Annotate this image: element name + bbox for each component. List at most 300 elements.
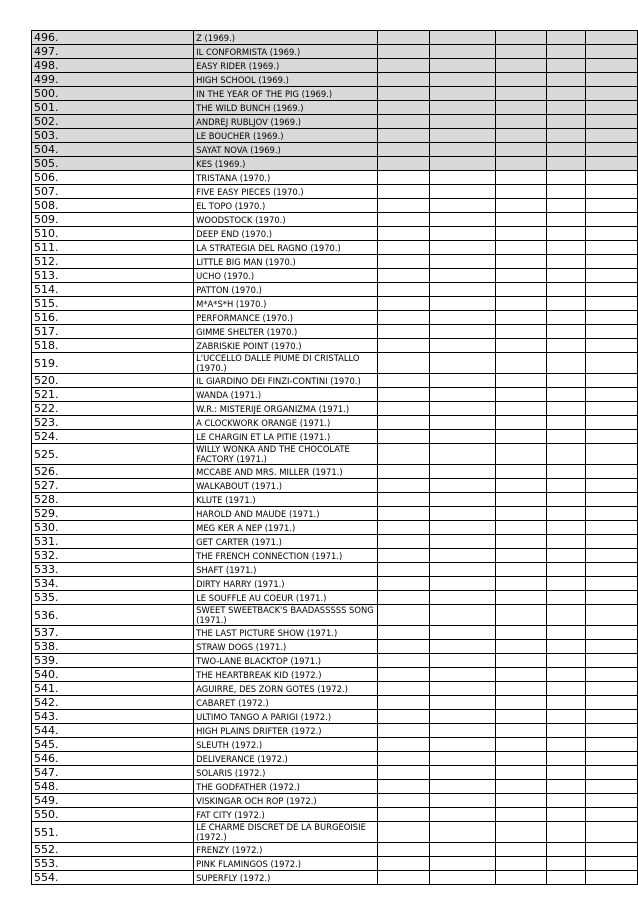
empty-cell <box>586 605 638 626</box>
empty-cell <box>495 822 546 843</box>
empty-cell <box>546 857 585 871</box>
empty-cell <box>495 654 546 668</box>
empty-cell <box>546 780 585 794</box>
empty-cell <box>495 115 546 129</box>
empty-cell <box>429 577 495 591</box>
empty-cell <box>429 493 495 507</box>
table-row <box>32 269 638 283</box>
table-row <box>32 283 638 297</box>
film-title: THE HEARTBREAK KID (1972.) <box>194 668 378 682</box>
table-row <box>32 626 638 640</box>
empty-cell <box>378 255 430 269</box>
row-number: 512. <box>32 255 194 269</box>
empty-cell <box>495 283 546 297</box>
empty-cell <box>429 738 495 752</box>
empty-cell <box>586 430 638 444</box>
empty-cell <box>429 297 495 311</box>
empty-cell <box>429 283 495 297</box>
empty-cell <box>546 87 585 101</box>
empty-cell <box>429 374 495 388</box>
table-row <box>32 808 638 822</box>
empty-cell <box>495 465 546 479</box>
empty-cell <box>546 843 585 857</box>
empty-cell <box>378 549 430 563</box>
film-title: IL GIARDINO DEI FINZI-CONTINI (1970.) <box>194 374 378 388</box>
empty-cell <box>546 479 585 493</box>
film-title: PERFORMANCE (1970.) <box>194 311 378 325</box>
empty-cell <box>586 213 638 227</box>
empty-cell <box>378 871 430 885</box>
empty-cell <box>586 640 638 654</box>
film-list-table <box>31 30 638 885</box>
empty-cell <box>546 185 585 199</box>
empty-cell <box>429 710 495 724</box>
row-number: 526. <box>32 465 194 479</box>
empty-cell <box>586 171 638 185</box>
empty-cell <box>586 752 638 766</box>
empty-cell <box>378 339 430 353</box>
empty-cell <box>429 402 495 416</box>
table-row <box>32 605 638 626</box>
row-number: 510. <box>32 227 194 241</box>
table-row <box>32 710 638 724</box>
empty-cell <box>378 724 430 738</box>
empty-cell <box>586 115 638 129</box>
row-number: 508. <box>32 199 194 213</box>
row-number: 523. <box>32 416 194 430</box>
empty-cell <box>495 171 546 185</box>
empty-cell <box>546 752 585 766</box>
empty-cell <box>546 255 585 269</box>
empty-cell <box>495 640 546 654</box>
film-title: SHAFT (1971.) <box>194 563 378 577</box>
empty-cell <box>429 213 495 227</box>
empty-cell <box>546 416 585 430</box>
empty-cell <box>586 780 638 794</box>
table-row <box>32 430 638 444</box>
table-row <box>32 157 638 171</box>
empty-cell <box>378 605 430 626</box>
row-number: 551. <box>32 822 194 843</box>
empty-cell <box>586 794 638 808</box>
empty-cell <box>495 255 546 269</box>
empty-cell <box>586 374 638 388</box>
empty-cell <box>546 766 585 780</box>
empty-cell <box>429 31 495 45</box>
film-title: SOLARIS (1972.) <box>194 766 378 780</box>
empty-cell <box>429 724 495 738</box>
empty-cell <box>586 871 638 885</box>
film-title: UCHO (1970.) <box>194 269 378 283</box>
empty-cell <box>546 115 585 129</box>
empty-cell <box>546 521 585 535</box>
table-row <box>32 479 638 493</box>
empty-cell <box>546 710 585 724</box>
empty-cell <box>429 430 495 444</box>
empty-cell <box>586 563 638 577</box>
empty-cell <box>429 507 495 521</box>
film-title: ANDREJ RUBLJOV (1969.) <box>194 115 378 129</box>
empty-cell <box>378 577 430 591</box>
row-number: 531. <box>32 535 194 549</box>
row-number: 528. <box>32 493 194 507</box>
row-number: 525. <box>32 444 194 465</box>
empty-cell <box>378 843 430 857</box>
empty-cell <box>495 444 546 465</box>
film-title: LE CHARGIN ET LA PITIE (1971.) <box>194 430 378 444</box>
empty-cell <box>586 227 638 241</box>
row-number: 529. <box>32 507 194 521</box>
empty-cell <box>586 339 638 353</box>
empty-cell <box>378 101 430 115</box>
empty-cell <box>586 255 638 269</box>
empty-cell <box>586 857 638 871</box>
empty-cell <box>586 325 638 339</box>
row-number: 513. <box>32 269 194 283</box>
empty-cell <box>586 416 638 430</box>
table-row <box>32 199 638 213</box>
empty-cell <box>586 297 638 311</box>
empty-cell <box>495 339 546 353</box>
empty-cell <box>586 682 638 696</box>
empty-cell <box>546 129 585 143</box>
empty-cell <box>495 563 546 577</box>
empty-cell <box>378 73 430 87</box>
empty-cell <box>586 822 638 843</box>
empty-cell <box>378 696 430 710</box>
row-number: 507. <box>32 185 194 199</box>
empty-cell <box>429 129 495 143</box>
empty-cell <box>429 766 495 780</box>
empty-cell <box>429 444 495 465</box>
empty-cell <box>495 843 546 857</box>
table-row <box>32 738 638 752</box>
film-title: ULTIMO TANGO A PARIGI (1972.) <box>194 710 378 724</box>
empty-cell <box>378 507 430 521</box>
empty-cell <box>429 269 495 283</box>
empty-cell <box>495 241 546 255</box>
row-number: 503. <box>32 129 194 143</box>
table-row <box>32 129 638 143</box>
empty-cell <box>586 185 638 199</box>
empty-cell <box>495 591 546 605</box>
table-row <box>32 843 638 857</box>
empty-cell <box>429 591 495 605</box>
film-title: L'UCCELLO DALLE PIUME DI CRISTALLO (1970.) <box>194 353 378 374</box>
row-number: 515. <box>32 297 194 311</box>
film-title: GET CARTER (1971.) <box>194 535 378 549</box>
empty-cell <box>546 73 585 87</box>
film-title: DELIVERANCE (1972.) <box>194 752 378 766</box>
empty-cell <box>546 871 585 885</box>
row-number: 520. <box>32 374 194 388</box>
table-row <box>32 227 638 241</box>
empty-cell <box>495 780 546 794</box>
empty-cell <box>495 549 546 563</box>
row-number: 546. <box>32 752 194 766</box>
table-row <box>32 857 638 871</box>
film-title: A CLOCKWORK ORANGE (1971.) <box>194 416 378 430</box>
table-row <box>32 388 638 402</box>
row-number: 509. <box>32 213 194 227</box>
film-title: THE LAST PICTURE SHOW (1971.) <box>194 626 378 640</box>
empty-cell <box>429 59 495 73</box>
empty-cell <box>429 353 495 374</box>
row-number: 536. <box>32 605 194 626</box>
table-row <box>32 591 638 605</box>
empty-cell <box>429 871 495 885</box>
table-row <box>32 640 638 654</box>
empty-cell <box>429 115 495 129</box>
empty-cell <box>546 682 585 696</box>
row-number: 534. <box>32 577 194 591</box>
empty-cell <box>586 241 638 255</box>
empty-cell <box>495 157 546 171</box>
empty-cell <box>378 87 430 101</box>
film-title: LITTLE BIG MAN (1970.) <box>194 255 378 269</box>
empty-cell <box>586 808 638 822</box>
row-number: 505. <box>32 157 194 171</box>
empty-cell <box>586 493 638 507</box>
empty-cell <box>546 227 585 241</box>
row-number: 553. <box>32 857 194 871</box>
empty-cell <box>378 353 430 374</box>
film-title: HAROLD AND MAUDE (1971.) <box>194 507 378 521</box>
film-title: CABARET (1972.) <box>194 696 378 710</box>
table-row <box>32 696 638 710</box>
film-title: W.R.: MISTERIJE ORGANIZMA (1971.) <box>194 402 378 416</box>
empty-cell <box>546 353 585 374</box>
empty-cell <box>546 465 585 479</box>
empty-cell <box>586 521 638 535</box>
row-number: 554. <box>32 871 194 885</box>
empty-cell <box>378 129 430 143</box>
empty-cell <box>378 59 430 73</box>
empty-cell <box>586 843 638 857</box>
empty-cell <box>429 521 495 535</box>
empty-cell <box>495 682 546 696</box>
empty-cell <box>586 283 638 297</box>
empty-cell <box>546 724 585 738</box>
empty-cell <box>378 199 430 213</box>
empty-cell <box>495 297 546 311</box>
film-title: LE BOUCHER (1969.) <box>194 129 378 143</box>
empty-cell <box>378 45 430 59</box>
empty-cell <box>495 87 546 101</box>
row-number: 506. <box>32 171 194 185</box>
row-number: 548. <box>32 780 194 794</box>
empty-cell <box>429 626 495 640</box>
empty-cell <box>378 808 430 822</box>
film-title: EASY RIDER (1969.) <box>194 59 378 73</box>
film-title: WOODSTOCK (1970.) <box>194 213 378 227</box>
empty-cell <box>495 129 546 143</box>
empty-cell <box>495 794 546 808</box>
empty-cell <box>378 752 430 766</box>
empty-cell <box>429 549 495 563</box>
empty-cell <box>429 822 495 843</box>
film-title: THE GODFATHER (1972.) <box>194 780 378 794</box>
empty-cell <box>429 682 495 696</box>
film-title: KLUTE (1971.) <box>194 493 378 507</box>
empty-cell <box>546 808 585 822</box>
empty-cell <box>429 227 495 241</box>
empty-cell <box>429 87 495 101</box>
empty-cell <box>378 766 430 780</box>
film-title: LA STRATEGIA DEL RAGNO (1970.) <box>194 241 378 255</box>
empty-cell <box>546 59 585 73</box>
empty-cell <box>378 402 430 416</box>
empty-cell <box>495 73 546 87</box>
row-number: 501. <box>32 101 194 115</box>
empty-cell <box>495 416 546 430</box>
empty-cell <box>586 479 638 493</box>
empty-cell <box>378 857 430 871</box>
empty-cell <box>378 227 430 241</box>
empty-cell <box>546 577 585 591</box>
empty-cell <box>546 507 585 521</box>
empty-cell <box>586 45 638 59</box>
empty-cell <box>546 430 585 444</box>
film-title: LE CHARME DISCRET DE LA BURGEOISIE (1972.) <box>194 822 378 843</box>
empty-cell <box>495 45 546 59</box>
film-title: THE WILD BUNCH (1969.) <box>194 101 378 115</box>
empty-cell <box>495 185 546 199</box>
empty-cell <box>546 605 585 626</box>
empty-cell <box>546 101 585 115</box>
table-row <box>32 822 638 843</box>
row-number: 532. <box>32 549 194 563</box>
empty-cell <box>429 185 495 199</box>
empty-cell <box>495 402 546 416</box>
empty-cell <box>429 563 495 577</box>
empty-cell <box>378 143 430 157</box>
empty-cell <box>586 31 638 45</box>
empty-cell <box>586 507 638 521</box>
table-row <box>32 402 638 416</box>
empty-cell <box>429 311 495 325</box>
empty-cell <box>546 535 585 549</box>
empty-cell <box>586 444 638 465</box>
empty-cell <box>378 563 430 577</box>
empty-cell <box>378 794 430 808</box>
empty-cell <box>586 353 638 374</box>
row-number: 514. <box>32 283 194 297</box>
empty-cell <box>586 311 638 325</box>
empty-cell <box>495 766 546 780</box>
empty-cell <box>495 311 546 325</box>
row-number: 517. <box>32 325 194 339</box>
film-title: STRAW DOGS (1971.) <box>194 640 378 654</box>
empty-cell <box>429 101 495 115</box>
row-number: 527. <box>32 479 194 493</box>
table-row <box>32 87 638 101</box>
film-title: SUPERFLY (1972.) <box>194 871 378 885</box>
film-title: WALKABOUT (1971.) <box>194 479 378 493</box>
empty-cell <box>495 535 546 549</box>
table-row <box>32 171 638 185</box>
table-row <box>32 535 638 549</box>
empty-cell <box>378 780 430 794</box>
empty-cell <box>586 199 638 213</box>
empty-cell <box>378 269 430 283</box>
empty-cell <box>495 101 546 115</box>
table-row <box>32 465 638 479</box>
table-row <box>32 31 638 45</box>
empty-cell <box>586 157 638 171</box>
empty-cell <box>495 710 546 724</box>
empty-cell <box>495 507 546 521</box>
empty-cell <box>378 822 430 843</box>
row-number: 521. <box>32 388 194 402</box>
empty-cell <box>429 696 495 710</box>
empty-cell <box>495 143 546 157</box>
table-row <box>32 549 638 563</box>
row-number: 538. <box>32 640 194 654</box>
empty-cell <box>378 444 430 465</box>
film-title: SLEUTH (1972.) <box>194 738 378 752</box>
empty-cell <box>495 353 546 374</box>
empty-cell <box>495 808 546 822</box>
empty-cell <box>495 738 546 752</box>
empty-cell <box>586 535 638 549</box>
empty-cell <box>429 157 495 171</box>
empty-cell <box>495 59 546 73</box>
empty-cell <box>586 402 638 416</box>
table-row <box>32 654 638 668</box>
row-number: 518. <box>32 339 194 353</box>
table-row <box>32 143 638 157</box>
empty-cell <box>429 857 495 871</box>
empty-cell <box>429 171 495 185</box>
film-title: KES (1969.) <box>194 157 378 171</box>
table-row <box>32 444 638 465</box>
film-title: WANDA (1971.) <box>194 388 378 402</box>
row-number: 552. <box>32 843 194 857</box>
empty-cell <box>495 752 546 766</box>
film-title: FIVE EASY PIECES (1970.) <box>194 185 378 199</box>
empty-cell <box>546 325 585 339</box>
table-row <box>32 374 638 388</box>
table-row <box>32 780 638 794</box>
row-number: 535. <box>32 591 194 605</box>
empty-cell <box>429 654 495 668</box>
empty-cell <box>546 171 585 185</box>
empty-cell <box>378 388 430 402</box>
empty-cell <box>546 738 585 752</box>
empty-cell <box>378 591 430 605</box>
empty-cell <box>546 402 585 416</box>
empty-cell <box>429 199 495 213</box>
empty-cell <box>378 626 430 640</box>
empty-cell <box>429 535 495 549</box>
empty-cell <box>429 45 495 59</box>
empty-cell <box>495 605 546 626</box>
empty-cell <box>586 668 638 682</box>
row-number: 497. <box>32 45 194 59</box>
film-title: M*A*S*H (1970.) <box>194 297 378 311</box>
empty-cell <box>546 339 585 353</box>
empty-cell <box>495 213 546 227</box>
table-row <box>32 339 638 353</box>
empty-cell <box>586 549 638 563</box>
row-number: 522. <box>32 402 194 416</box>
empty-cell <box>378 311 430 325</box>
row-number: 504. <box>32 143 194 157</box>
film-title: MEG KER A NEP (1971.) <box>194 521 378 535</box>
row-number: 541. <box>32 682 194 696</box>
empty-cell <box>495 325 546 339</box>
